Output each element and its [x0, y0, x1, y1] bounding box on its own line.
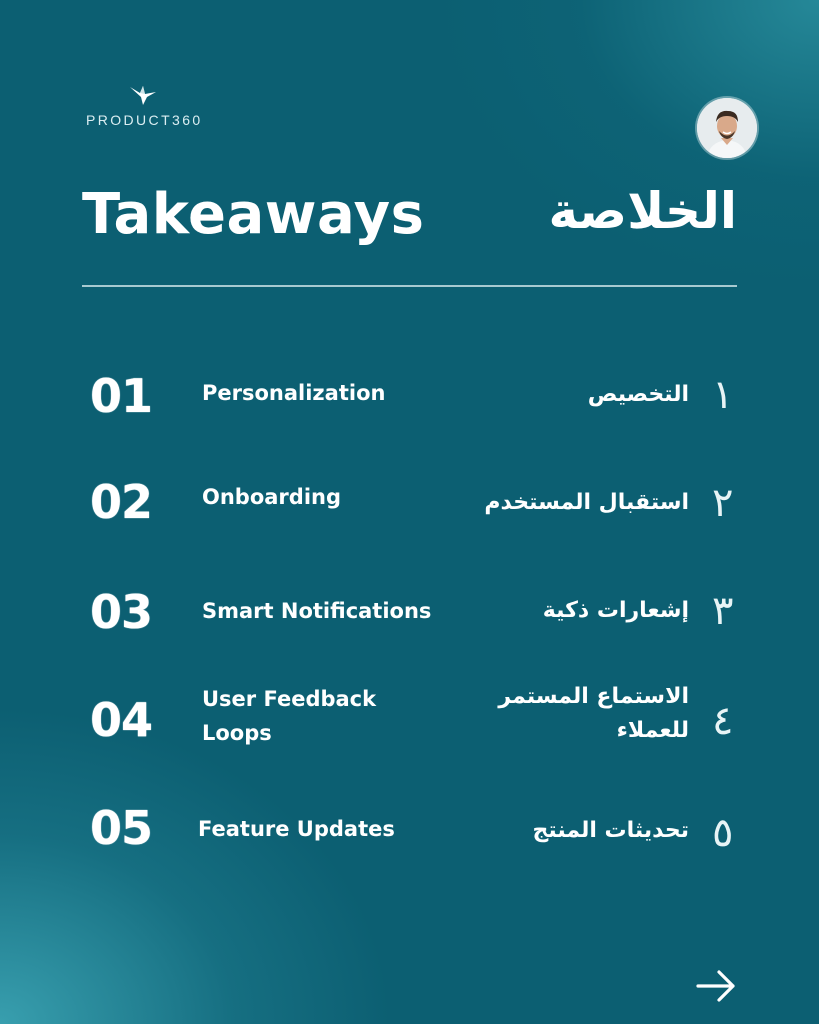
item-label-arabic: التخصيص [587, 382, 689, 407]
list-item [0, 684, 819, 772]
divider [82, 285, 737, 287]
item-number: 01 [90, 369, 153, 423]
item-label-arabic: تحديثات المنتج [532, 818, 689, 843]
item-number-arabic: ٤ [712, 698, 734, 744]
item-label: Smart Notifications [202, 599, 432, 623]
page-title: Takeaways [82, 182, 425, 247]
item-label-arabic: الاستماع المستمر للعملاء [498, 684, 689, 743]
item-label-arabic: إشعارات ذكية [542, 598, 689, 623]
avatar [697, 98, 757, 158]
list-item [0, 800, 819, 880]
list-item [0, 584, 819, 664]
item-number: 03 [90, 585, 153, 639]
item-number-arabic: ١ [712, 372, 734, 418]
arrow-right-icon[interactable] [695, 966, 739, 1006]
list-item [0, 368, 819, 448]
item-number-arabic: ٢ [712, 480, 734, 526]
brand-name: PRODUCT360 [86, 112, 203, 128]
item-label: Onboarding [202, 485, 342, 509]
list-item [0, 474, 819, 554]
item-number: 04 [90, 693, 153, 747]
item-label-arabic: استقبال المستخدم [484, 490, 689, 515]
item-number-arabic: ٥ [712, 810, 734, 856]
bird-icon [128, 84, 158, 106]
item-label: Feature Updates [198, 817, 395, 841]
item-label: Personalization [202, 381, 386, 405]
item-number: 02 [90, 475, 153, 529]
item-number-arabic: ٣ [712, 588, 734, 634]
item-label: User Feedback Loops [202, 687, 377, 745]
item-number: 05 [90, 801, 153, 855]
page-title-arabic: الخلاصة [548, 182, 737, 240]
